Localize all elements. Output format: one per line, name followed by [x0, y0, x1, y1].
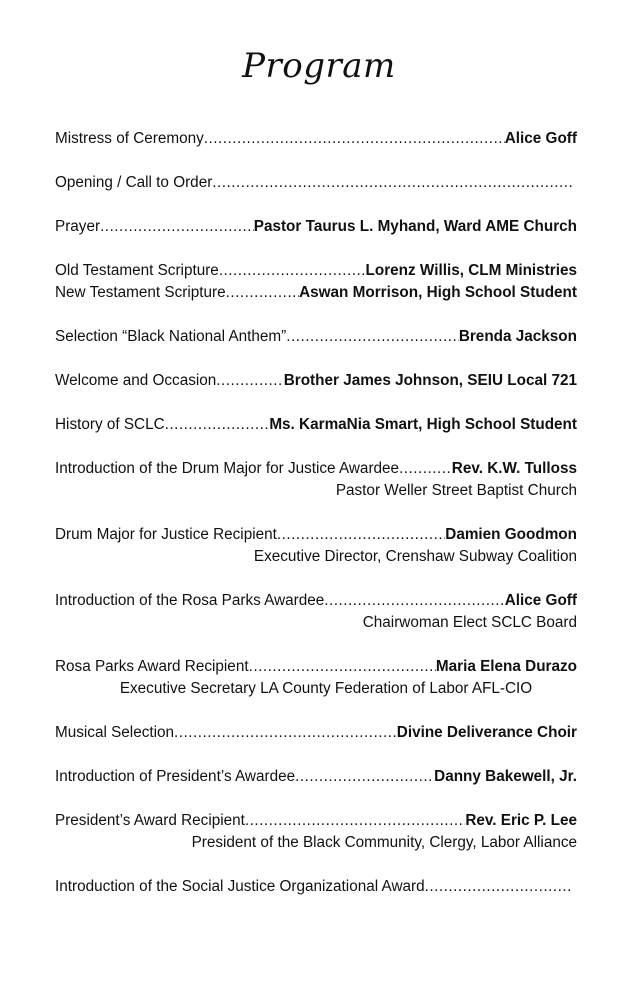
role-label: Welcome and Occasion	[55, 372, 217, 389]
role-label: Selection “Black National Anthem”	[55, 328, 287, 345]
program-item-old-testament	[55, 260, 577, 282]
dot-leader	[204, 128, 505, 150]
participant-name: Rev. Eric P. Lee	[465, 812, 577, 829]
participant-title: Pastor Weller Street Baptist Church	[335, 482, 577, 499]
program-item-new-testament	[55, 282, 577, 304]
program-item-opening	[55, 172, 577, 194]
dot-leader	[425, 876, 573, 898]
participant-name: Divine Deliverance Choir	[396, 724, 577, 741]
dot-leader	[295, 766, 434, 788]
role-label: Mistress of Ceremony	[55, 130, 204, 147]
role-label: Introduction of the Rosa Parks Awardee	[55, 592, 325, 609]
dot-leader	[219, 260, 366, 282]
program-item-president-intro	[55, 766, 577, 788]
participant-name: Danny Bakewell, Jr.	[434, 768, 577, 785]
participant-name: Alice Goff	[504, 592, 577, 609]
program-item-history	[55, 414, 577, 436]
participant-name: Ms. KarmaNia Smart, High School Student	[269, 416, 577, 433]
dot-leader	[286, 326, 459, 348]
dot-leader	[212, 172, 573, 194]
program-item-selection	[55, 326, 577, 348]
participant-title: Executive Secretary LA County Federation of Labor AFL-CIO	[119, 680, 533, 697]
program-item-welcome	[55, 370, 577, 392]
role-label: Drum Major for Justice Recipient	[55, 526, 277, 543]
role-label: New Testament Scripture	[55, 284, 226, 301]
dot-leader	[226, 282, 299, 304]
dot-leader	[100, 216, 254, 238]
program-title: Program	[242, 46, 396, 86]
dot-leader	[165, 414, 270, 436]
dot-leader	[245, 810, 465, 832]
program-item-mistress	[55, 128, 577, 150]
role-label: Opening / Call to Order	[55, 174, 213, 191]
program-item-drum-intro	[55, 458, 577, 480]
participant-title: President of the Black Community, Clergy, Labor Alliance	[191, 834, 577, 851]
role-label: Introduction of President’s Awardee	[55, 768, 296, 785]
dot-leader	[277, 524, 445, 546]
role-label: History of SCLC	[55, 416, 165, 433]
role-label: President’s Award Recipient	[55, 812, 245, 829]
role-label: Musical Selection	[55, 724, 175, 741]
dot-leader	[249, 656, 436, 678]
role-label: Rosa Parks Award Recipient	[55, 658, 249, 675]
program-item-drum-recipient	[55, 524, 577, 546]
participant-name: Pastor Taurus L. Myhand, Ward AME Church	[253, 218, 577, 235]
program-item-social-justice	[55, 876, 577, 898]
dot-leader	[399, 458, 452, 480]
participant-title: Chairwoman Elect SCLC Board	[362, 614, 577, 631]
role-label: Prayer	[55, 218, 101, 235]
role-label: Old Testament Scripture	[55, 262, 219, 279]
participant-title: Executive Director, Crenshaw Subway Coalition	[253, 548, 577, 565]
dot-leader	[174, 722, 397, 744]
participant-name: Brother James Johnson, SEIU Local 721	[283, 372, 577, 389]
program-item-musical	[55, 722, 577, 744]
participant-name: Brenda Jackson	[458, 328, 577, 345]
program-item-rosa-intro	[55, 590, 577, 612]
role-label: Introduction of the Social Justice Organizational Award	[55, 878, 425, 895]
program-item-rosa-recipient	[55, 656, 577, 678]
participant-name: Aswan Morrison, High School Student	[299, 284, 577, 301]
participant-name: Rev. K.W. Tulloss	[451, 460, 577, 477]
dot-leader	[216, 370, 283, 392]
participant-name: Alice Goff	[504, 130, 577, 147]
dot-leader	[324, 590, 504, 612]
program-list	[55, 128, 577, 898]
role-label: Introduction of the Drum Major for Justice Awardee	[55, 460, 400, 477]
program-item-president-recipient	[55, 810, 577, 832]
participant-name: Damien Goodmon	[445, 526, 577, 543]
program-item-prayer	[55, 216, 577, 238]
participant-name: Lorenz Willis, CLM Ministries	[365, 262, 577, 279]
participant-name: Maria Elena Durazo	[435, 658, 577, 675]
